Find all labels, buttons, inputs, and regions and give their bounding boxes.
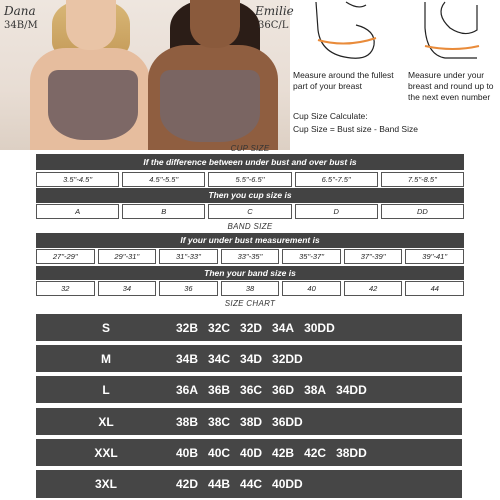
calc-formula: Cup Size = Bust size - Band Size [293, 124, 418, 134]
size-value: 38A [304, 382, 327, 397]
size-value: 38D [240, 414, 263, 429]
size-value: 40D [240, 445, 263, 460]
cup-size-header: If the difference between under bust and over bust is [36, 154, 464, 170]
band-range-cell: 39''-41'' [405, 249, 464, 264]
size-value: 44C [240, 477, 263, 491]
size-value: 42B [272, 445, 295, 460]
size-value: 36B [208, 382, 231, 397]
size-chart-row-xxl [36, 439, 462, 466]
size-value: 40C [208, 445, 231, 460]
size-value: 36A [176, 382, 199, 397]
size-values [176, 321, 335, 335]
underbust-measure-illustration [405, 0, 495, 68]
size-value: 34C [208, 351, 231, 366]
size-value: 34DD [336, 382, 367, 397]
cup-size-cell: DD [381, 204, 464, 219]
calc-title: Cup Size Calculate: [293, 111, 368, 121]
size-values [176, 352, 303, 366]
size-label: XXL [94, 445, 118, 460]
model-2-size: 36C/L [258, 20, 289, 31]
size-label: L [102, 382, 110, 397]
size-value: 38B [176, 414, 199, 429]
size-label: M [101, 351, 111, 366]
size-value: 42C [304, 445, 327, 460]
size-chart-row-3xl [36, 470, 462, 498]
cup-size-row [36, 204, 464, 219]
model-photo [0, 0, 290, 150]
underbust-measure-text: Measure under your breast and round up to the next even number [408, 70, 494, 102]
size-value: 36DD [272, 414, 303, 429]
size-value: 32C [208, 320, 231, 335]
band-range-cell: 27''-29'' [36, 249, 95, 264]
size-value: 44B [208, 477, 231, 491]
model-2-name: Emilie [255, 4, 294, 18]
size-value: 32DD [272, 351, 303, 366]
cup-size-cell: A [36, 204, 119, 219]
size-value: 32D [240, 320, 263, 335]
band-range-cell: 29''-31'' [98, 249, 157, 264]
cup-range-cell: 6.5''-7.5'' [295, 172, 378, 187]
size-value: 38C [208, 414, 231, 429]
band-range-row [36, 249, 464, 264]
size-value: 30DD [304, 320, 335, 335]
cup-range-cell: 4.5''-5.5'' [122, 172, 205, 187]
band-range-cell: 37''-39'' [344, 249, 403, 264]
size-label: 3XL [94, 477, 117, 491]
size-value: 34B [176, 351, 199, 366]
cup-size-title: CUP SIZE [230, 144, 270, 153]
band-size-cell: 44 [405, 281, 464, 296]
band-size-header: If your under bust measurement is [36, 233, 464, 248]
size-value: 36C [240, 382, 263, 397]
bust-measure-text: Measure around the fullest part of your breast [293, 70, 394, 91]
cup-range-cell: 7.5''-8.5'' [381, 172, 464, 187]
size-values [176, 446, 367, 460]
size-label: S [101, 320, 110, 335]
band-size-cell: 36 [159, 281, 218, 296]
size-values [176, 383, 367, 397]
size-chart-row-s [36, 314, 462, 341]
size-value: 32B [176, 320, 199, 335]
cup-size-cell: C [208, 204, 291, 219]
size-value: 42D [176, 477, 199, 491]
cup-size-subheader: Then you cup size is [36, 188, 464, 203]
cup-range-row [36, 172, 464, 187]
bust-measure-illustration [296, 0, 386, 68]
band-range-cell: 35''-37'' [282, 249, 341, 264]
band-range-cell: 33''-35'' [221, 249, 280, 264]
model-1-bra [48, 70, 138, 140]
size-label: XL [98, 414, 114, 429]
model-1-face [66, 0, 116, 50]
size-chart-title: SIZE CHART [224, 299, 276, 308]
model-2-face [190, 0, 240, 48]
size-value: 40B [176, 445, 199, 460]
band-size-cell: 38 [221, 281, 280, 296]
size-values [176, 477, 303, 491]
cup-range-cell: 5.5''-6.5'' [208, 172, 291, 187]
size-value: 38DD [336, 445, 367, 460]
cup-range-cell: 3.5''-4.5'' [36, 172, 119, 187]
size-chart-row-m [36, 345, 462, 372]
size-value: 34A [272, 320, 295, 335]
band-size-title: BAND SIZE [227, 222, 273, 231]
size-value: 34D [240, 351, 263, 366]
band-size-row [36, 281, 464, 296]
size-chart-row-xl [36, 408, 462, 435]
band-range-cell: 31''-33'' [159, 249, 218, 264]
model-1-size: 34B/M [4, 20, 38, 31]
band-size-cell: 34 [98, 281, 157, 296]
size-values [176, 415, 303, 429]
model-2-bra [160, 70, 260, 142]
band-size-cell: 40 [282, 281, 341, 296]
band-size-subheader: Then your band size is [36, 266, 464, 280]
band-size-cell: 42 [344, 281, 403, 296]
cup-size-cell: B [122, 204, 205, 219]
size-value: 40DD [272, 477, 303, 491]
size-value: 36D [272, 382, 295, 397]
size-chart-row-l [36, 376, 462, 403]
model-1-name: Dana [4, 4, 36, 18]
band-size-cell: 32 [36, 281, 95, 296]
cup-size-cell: D [295, 204, 378, 219]
